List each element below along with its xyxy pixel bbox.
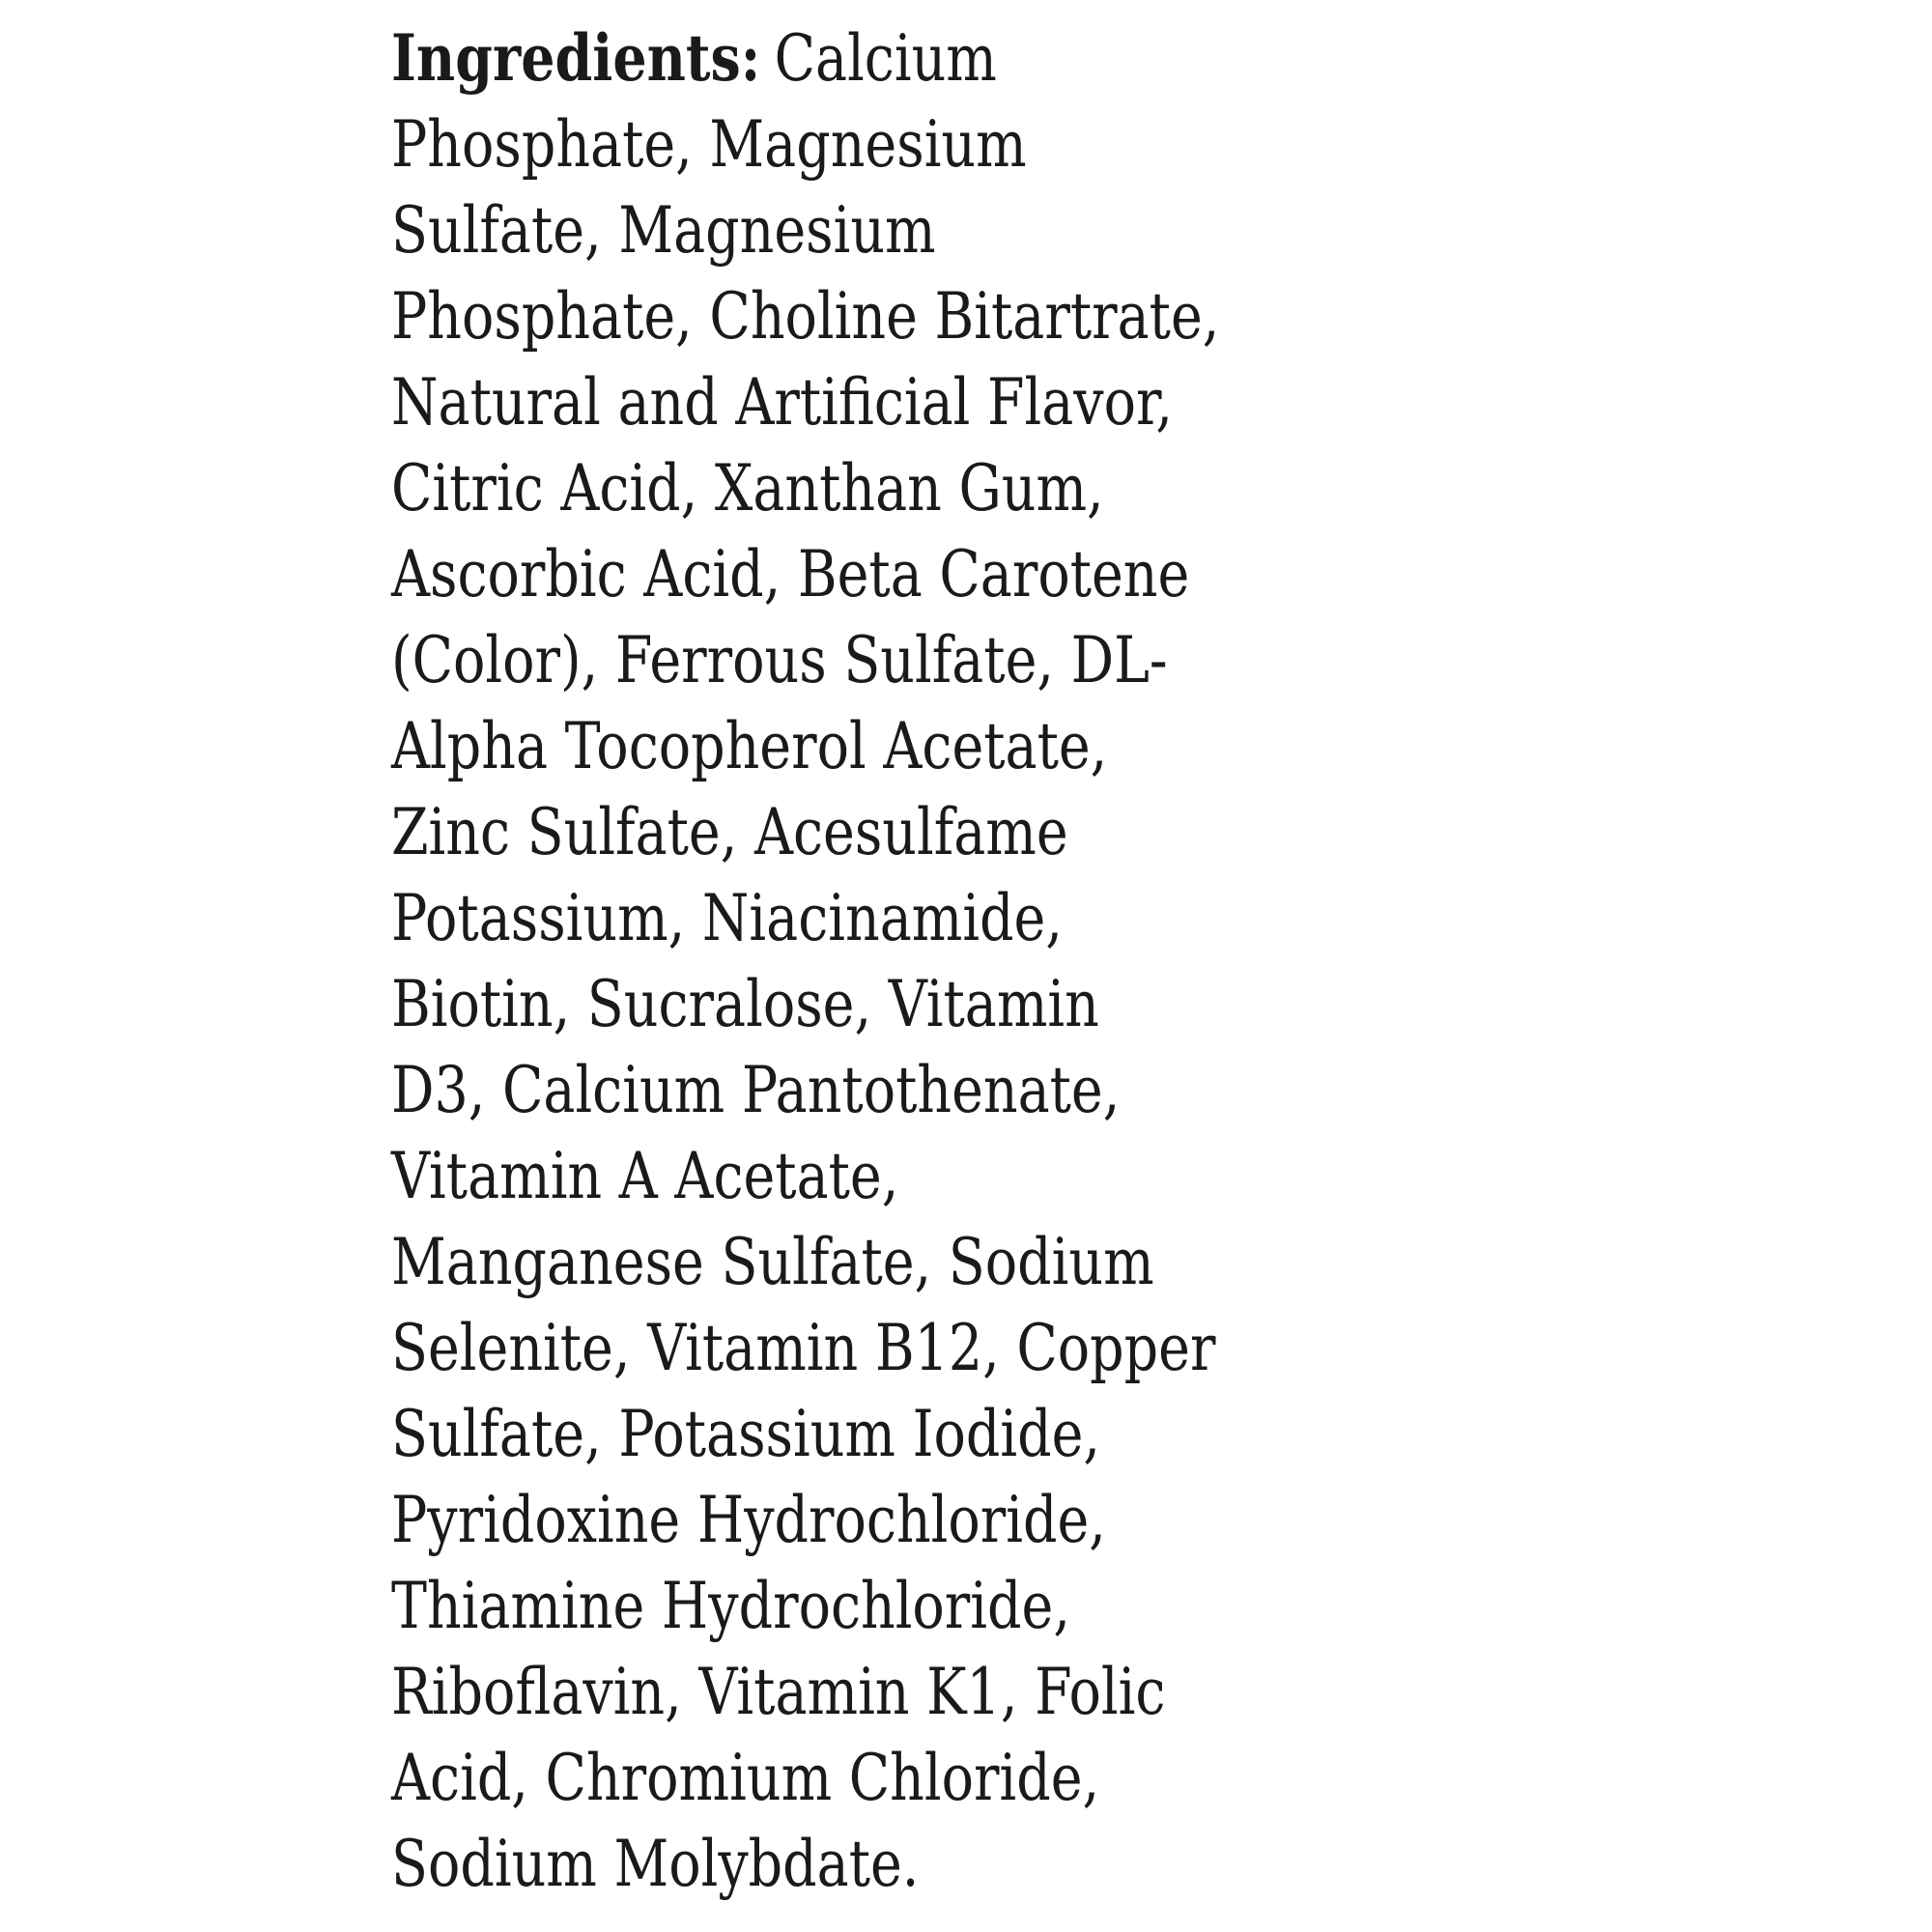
ingredients-line-16: Selenite, Vitamin B12, Copper	[391, 1311, 1216, 1385]
ingredients-line-text: Calcium	[774, 21, 997, 96]
ingredients-line-1	[391, 15, 1219, 101]
ingredients-line-15: Manganese Sulfate, Sodium	[391, 1225, 1154, 1299]
ingredients-text-block	[391, 15, 1219, 1907]
ingredients-line-17: Sulfate, Potassium Iodide,	[391, 1397, 1101, 1471]
ingredients-line-20: Riboflavin, Vitamin K1, Folic	[391, 1655, 1166, 1729]
ingredients-line-7: Ascorbic Acid, Beta Carotene	[391, 537, 1190, 611]
ingredients-heading: Ingredients:	[391, 20, 761, 96]
ingredients-line-9: Alpha Tocopherol Acetate,	[391, 709, 1108, 783]
ingredients-line-8: (Color), Ferrous Sulfate, DL-	[391, 623, 1168, 697]
ingredients-line-21: Acid, Chromium Chloride,	[391, 1741, 1100, 1815]
ingredients-line-10: Zinc Sulfate, Acesulfame	[391, 795, 1068, 869]
ingredients-line-19: Thiamine Hydrochloride,	[391, 1569, 1070, 1643]
ingredients-line-4: Phosphate, Choline Bitartrate,	[391, 279, 1220, 354]
ingredients-line-14: Vitamin A Acetate,	[391, 1139, 899, 1213]
ingredients-line-22: Sodium Molybdate.	[391, 1827, 920, 1901]
ingredients-line-13: D3, Calcium Pantothenate,	[391, 1053, 1121, 1127]
ingredients-line-3: Sulfate, Magnesium	[391, 193, 936, 268]
ingredients-line-6: Citric Acid, Xanthan Gum,	[391, 451, 1104, 526]
ingredients-line-2: Phosphate, Magnesium	[391, 107, 1027, 182]
ingredients-line-12: Biotin, Sucralose, Vitamin	[391, 967, 1099, 1041]
ingredients-line-18: Pyridoxine Hydrochloride,	[391, 1483, 1106, 1557]
ingredients-line-11: Potassium, Niacinamide,	[391, 881, 1063, 955]
ingredients-line-5: Natural and Artificial Flavor,	[391, 365, 1174, 440]
